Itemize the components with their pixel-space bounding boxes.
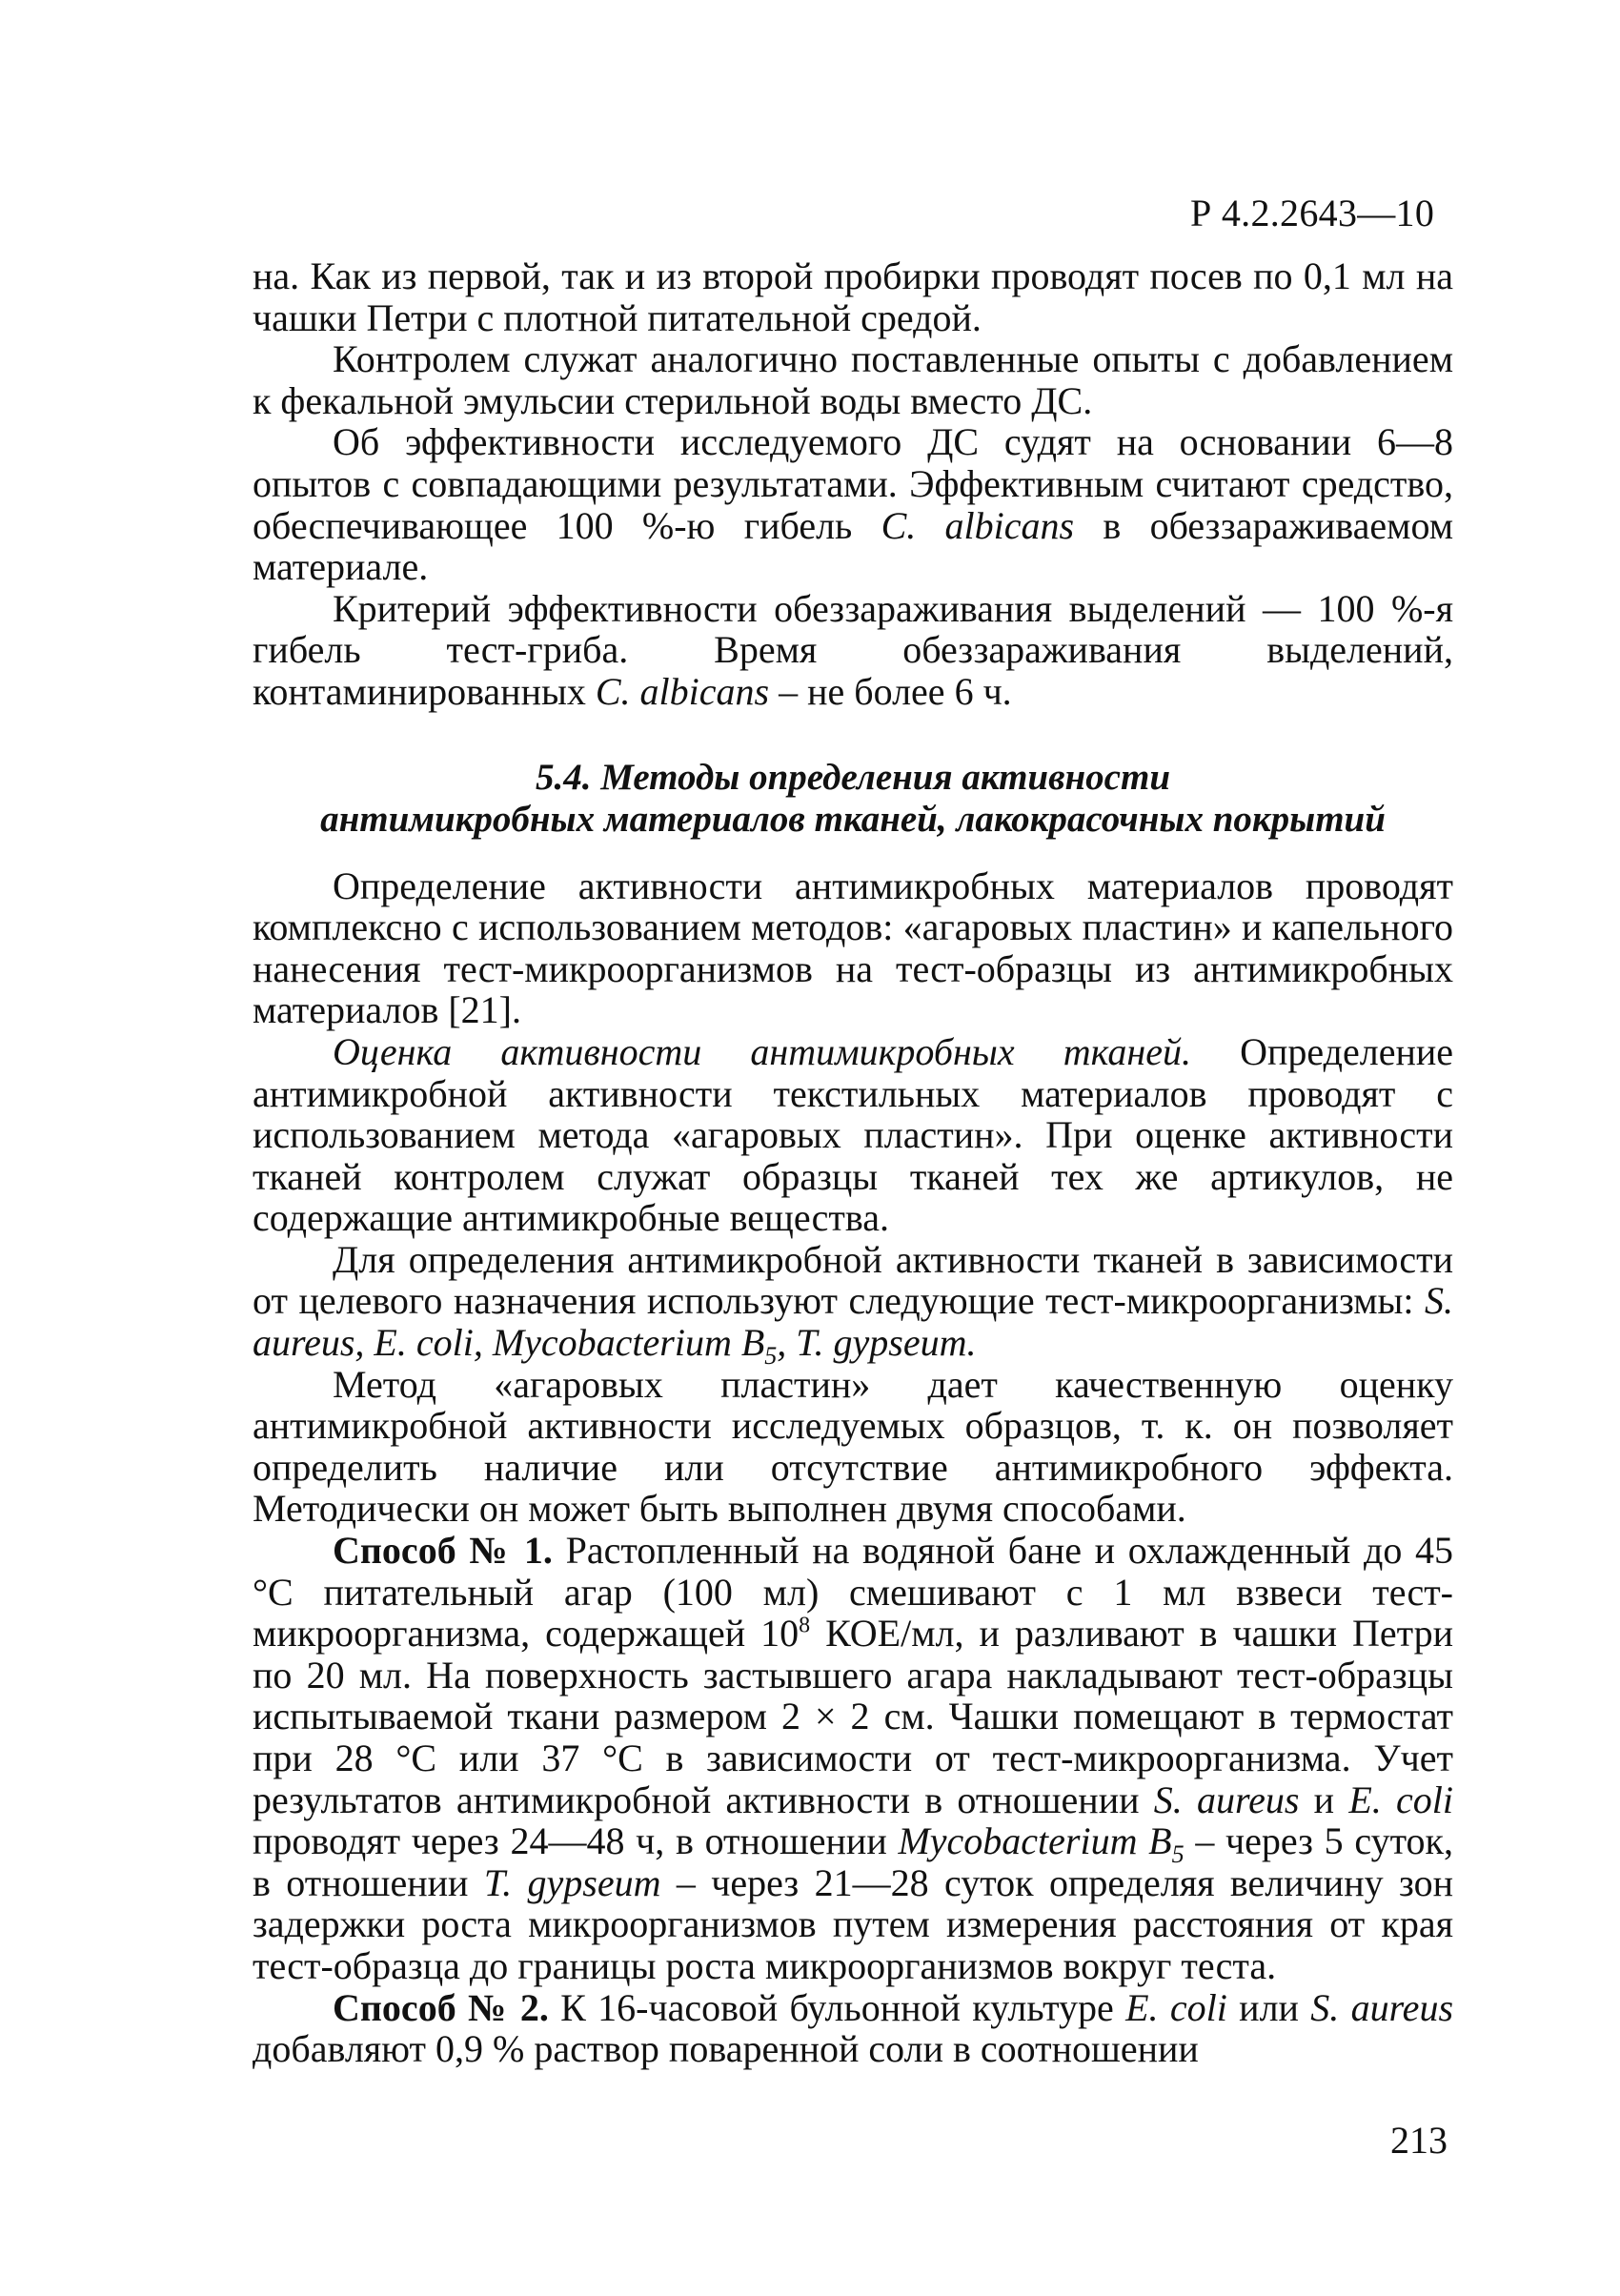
section-heading bbox=[253, 757, 1453, 841]
paragraph-method-1 bbox=[253, 1530, 1453, 1987]
method-label: Способ № 1. bbox=[333, 1529, 553, 1573]
species-name: Mycobacterium B bbox=[898, 1819, 1172, 1863]
species-name: E. coli bbox=[1125, 1985, 1227, 2029]
text-run: Об эффективности исследуемого ДС судят на основании 6—8 опытов с совпадающими результатами. Эффективным считают средство, обеспечивающее 100 %-ю гибель bbox=[253, 420, 1453, 547]
paragraph-control: Контролем служат аналогично поставленные опыты с добавлением к фекальной эмульсии стерильной воды вместо ДС. bbox=[253, 337, 1453, 422]
text-run: – через 21—28 суток определяя величину зон задержки роста микроорганизмов путем измерения расстояния от края тест-образца до границы роста микроорганизмов вокруг теста. bbox=[253, 1860, 1453, 1987]
method-label: Способ № 2. bbox=[333, 1985, 549, 2029]
paragraph-fabric-assessment bbox=[253, 1031, 1453, 1239]
species-name: S. aureus bbox=[1153, 1778, 1300, 1821]
paragraph-continuation: на. Как из первой, так и из второй пробирки проводят посев по 0,1 мл на чашки Петри с плотной питательной средой. bbox=[253, 254, 1453, 339]
species-name: S. aureus bbox=[1310, 1985, 1454, 2029]
paragraph-agar-method: Метод «агаровых пластин» дает качественную оценку антимикробной активности исследуемых образцов, т. к. он позволяет определить наличие или отсутствие антимикробного эффекта. Методически он может быть выполнен двумя способами. bbox=[253, 1362, 1453, 1531]
subscript: 5 bbox=[1171, 1840, 1185, 1869]
paragraph-lead-italic: Оценка активности антимикробных тканей. bbox=[333, 1029, 1191, 1073]
species-name: C. albicans bbox=[881, 503, 1075, 547]
species-name: S. aureus, E. coli, Mycobacterium B bbox=[253, 1279, 1453, 1365]
text-run: проводят через 24—48 ч, в отношении bbox=[253, 1819, 899, 1863]
subscript: 5 bbox=[764, 1342, 778, 1371]
paragraph-method-2 bbox=[253, 1987, 1453, 2070]
page-number: 213 bbox=[1390, 2119, 1448, 2162]
paragraph-methods-intro: Определение активности антимикробных материалов проводят комплексно с использованием методов: «агаровых пластин» и капельного нанесения тест-микроорганизмов на тест-образцы из антимикробных материалов [21]. bbox=[253, 864, 1453, 1032]
body-text bbox=[253, 255, 1453, 2070]
species-name: , T. gypseum. bbox=[777, 1321, 977, 1365]
paragraph-criterion bbox=[253, 588, 1453, 713]
species-name: C. albicans bbox=[595, 669, 770, 713]
text-run: К 16-часовой бульонной культуре bbox=[548, 1985, 1126, 2029]
paragraph-efficiency bbox=[253, 421, 1453, 587]
section-heading-line-1: 5.4. Методы определения активности bbox=[535, 756, 1171, 798]
text-run: в обеззараживаемом материале. bbox=[253, 503, 1454, 589]
text-run: и bbox=[1299, 1778, 1349, 1821]
text-run: Растопленный на водяной бане и охлажденный до 45 °С питательный агар (100 мл) смешивают с 1 мл взвеси тест-микроорганизма, содержащей 10 bbox=[253, 1529, 1454, 1656]
text-run: Определение антимикробной активности текстильных материалов проводят с использованием метода «агаровых пластин». При оценке активности тканей контролем служат образцы тканей тех же артикулов, не содержащие антимикробные вещества. bbox=[253, 1029, 1454, 1240]
superscript: 8 bbox=[799, 1613, 811, 1638]
species-name: T. gypseum bbox=[483, 1860, 661, 1904]
text-run: добавляют 0,9 % раствор поваренной соли в соотношении bbox=[253, 2027, 1199, 2071]
text-run: или bbox=[1226, 1985, 1311, 2029]
section-heading-line-2: антимикробных материалов тканей, лакокрасочных покрытий bbox=[320, 798, 1386, 840]
text-run: Критерий эффективности обеззараживания выделений — 100 %-я гибель тест-гриба. Время обеззараживания выделений, контаминированных bbox=[253, 586, 1453, 713]
text-run: Для определения антимикробной активности тканей в зависимости от целевого назначения используют следующие тест-микроорганизмы: bbox=[253, 1237, 1453, 1323]
species-name: E. coli bbox=[1348, 1778, 1453, 1821]
text-run: КОЕ/мл, и разливают в чашки Петри по 20 мл. На поверхность застывшего агара накладывают тест-образцы испытываемой ткани размером 2 × 2 см. Чашки помещают в термостат при 28 °С или 37 °С в зависимости от тест-микроорганизма. Учет результатов антимикробной активности в отношении bbox=[253, 1612, 1453, 1821]
document-code-header: Р 4.2.2643—10 bbox=[1190, 192, 1435, 234]
text-run: – через 5 суток, в отношении bbox=[253, 1819, 1453, 1904]
text-run: – не более 6 ч. bbox=[769, 669, 1012, 713]
paragraph-test-organisms bbox=[253, 1237, 1453, 1371]
